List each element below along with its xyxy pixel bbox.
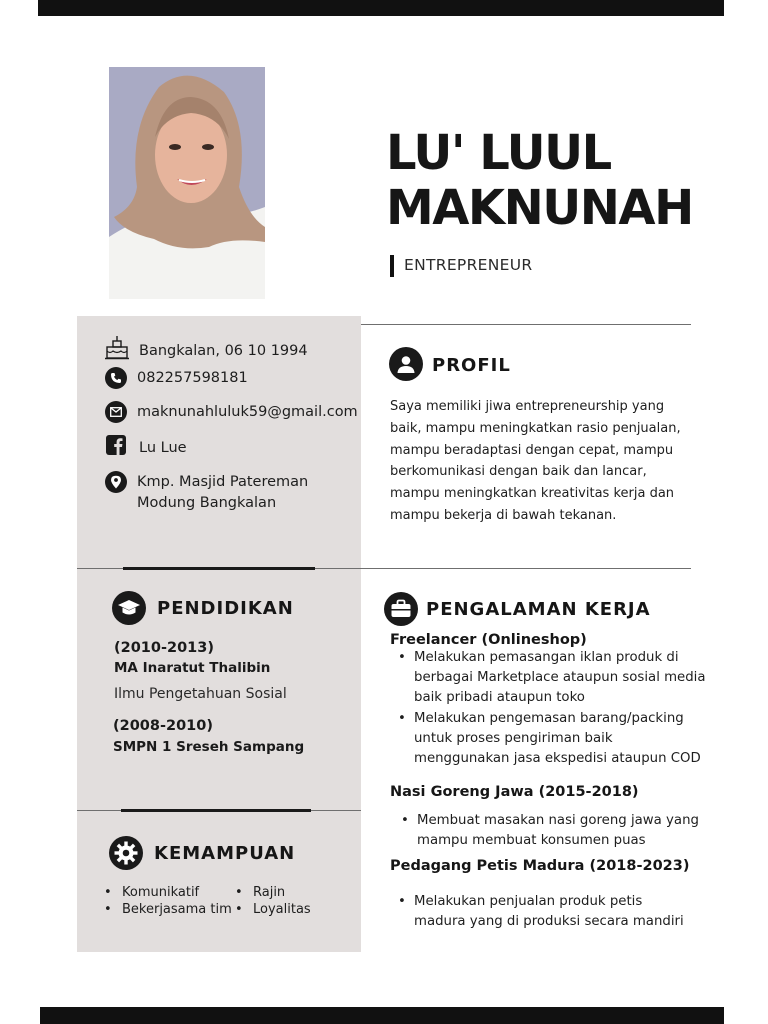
kemampuan-heading: KEMAMPUAN — [154, 843, 296, 864]
briefcase-icon — [384, 592, 418, 626]
profil-line: berkomunikasi dengan baik dan lancar, — [390, 464, 647, 480]
name-line-1: LU' LUUL — [386, 125, 611, 181]
email-icon — [105, 401, 127, 423]
phone-number: 082257598181 — [137, 370, 248, 386]
user-icon — [389, 347, 423, 381]
edu-school: SMPN 1 Sreseh Sampang — [113, 739, 305, 755]
graduation-cap-icon — [112, 591, 146, 625]
edu-years: (2008-2010) — [113, 718, 213, 734]
email-address: maknunahluluk59@gmail.com — [137, 404, 358, 420]
duty-item: • Membuat masakan nasi goreng jawa yang mampu membuat konsumen puas — [393, 811, 713, 851]
job-duties — [390, 648, 720, 769]
job-title: Freelancer (Onlineshop) — [390, 632, 587, 648]
bottom-bar — [40, 1007, 724, 1024]
facebook-icon — [106, 435, 126, 455]
cake-icon — [104, 335, 130, 365]
profil-line: baik, mampu meningkatkan rasio penjualan, — [390, 420, 681, 436]
edu-years: (2010-2013) — [114, 640, 214, 656]
duty-item: • Melakukan pemasangan iklan produk di berbagai Marketplace ataupun sosial media baik pribadi ataupun toko — [390, 648, 720, 709]
profil-line: mampu bekerja di bawah tekanan. — [390, 507, 617, 523]
birth-info: Bangkalan, 06 10 1994 — [139, 343, 308, 359]
profil-line: Saya memiliki jiwa entrepreneurship yang — [390, 399, 665, 414]
profil-text — [390, 396, 690, 527]
top-bar — [38, 0, 724, 16]
job-title: Pedagang Petis Madura (2018-2023) — [390, 858, 690, 874]
facebook-name: Lu Lue — [139, 440, 187, 456]
skill-item: • Bekerjasama tim — [104, 901, 232, 918]
gear-icon — [109, 836, 143, 870]
phone-icon — [105, 367, 127, 389]
duty-item: • Melakukan penjualan produk petis madura yang di produksi secara mandiri — [390, 892, 710, 932]
role-accent-bar — [390, 255, 394, 277]
edu-major: Ilmu Pengetahuan Sosial — [114, 686, 287, 702]
edu-school: MA Inaratut Thalibin — [114, 660, 271, 676]
divider-middle-accent — [123, 567, 315, 570]
job-duties — [393, 811, 713, 851]
duty-item: • Melakukan pengemasan barang/packing untuk proses pengiriman baik menggunakan jasa ekspedisi ataupun COD — [390, 709, 720, 770]
address-line-2: Modung Bangkalan — [137, 495, 277, 511]
name-line-2: MAKNUNAH — [386, 180, 693, 236]
pendidikan-heading: PENDIDIKAN — [157, 598, 294, 619]
profil-heading: PROFIL — [432, 355, 511, 376]
job-title: Nasi Goreng Jawa (2015-2018) — [390, 784, 639, 800]
skill-item: • Komunikatif — [104, 884, 232, 901]
full-name — [386, 126, 693, 236]
address — [137, 472, 308, 514]
pengalaman-heading: PENGALAMAN KERJA — [426, 599, 651, 620]
role-title: ENTREPRENEUR — [404, 256, 533, 274]
skill-item: • Loyalitas — [235, 901, 311, 918]
job-duties — [390, 892, 710, 932]
location-icon — [105, 471, 127, 493]
profil-line: mampu meningkatkan kreativitas kerja dan — [390, 486, 675, 502]
address-line-1: Kmp. Masjid Patereman — [137, 474, 309, 490]
profile-photo — [109, 67, 265, 299]
profil-line: mampu beradaptasi dengan cepat, mampu — [390, 442, 674, 458]
divider-top-right — [361, 324, 691, 325]
divider-bottom-accent — [121, 809, 311, 812]
skill-item: • Rajin — [235, 884, 311, 901]
